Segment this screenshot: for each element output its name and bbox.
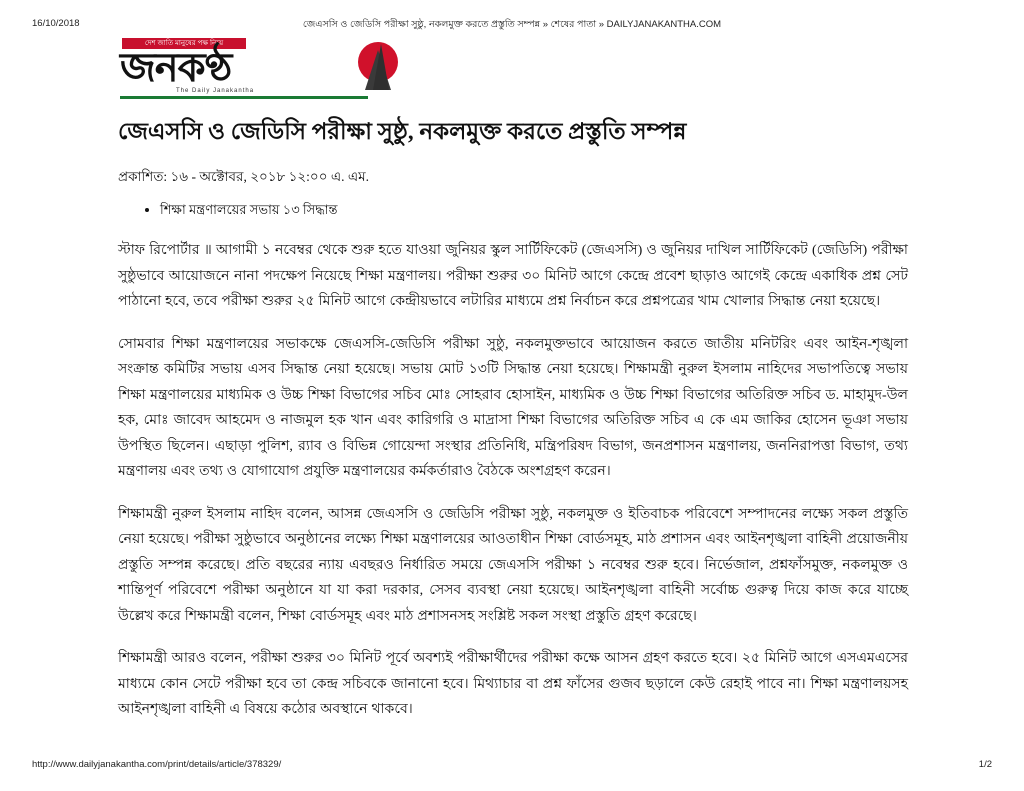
article-paragraph: সোমবার শিক্ষা মন্ত্রণালয়ের সভাকক্ষে জেএসসি-জেডিসি পরীক্ষা সুষ্ঠু, নকলমুক্তভাবে আয়োজন করতে জাতীয় মনিটরিং এবং আইন-শৃঙ্খলা সংক্রান্ত কমিটির সভায় এসব সিদ্ধান্ত নেয়া হয়েছে। সভায় মোট ১৩টি সিদ্ধান্ত নেয়া হয়েছে। শিক্ষামন্ত্রী নুরুল ইসলাম নাহিদের সভাপতিত্বে সভায় শিক্ষা মন্ত্রণালয়ের মাধ্যমিক ও উচ্চ শিক্ষা বিভাগের সচিব মোঃ সোহরাব হোসাইন, মাধ্যমিক ও উচ্চ শিক্ষা বিভাগের অতিরিক্ত সচিব ড. মাহামুদ-উল হক, মোঃ জাবেদ আহমেদ ও নাজমুল হক খান এবং কারিগরি ও মাদ্রাসা শিক্ষা বিভাগের অতিরিক্ত সচিব এ কে এম জাকির হোসেন ভূঞা সভায় উপস্থিত ছিলেন। এছাড়া পুলিশ, র‌্যাব ও বিভিন্ন গোয়েন্দা সংস্থার প্রতিনিধি, মন্ত্রিপরিষদ বিভাগ, জনপ্রশাসন মন্ত্রণালয়, জননিরাপত্তা বিভাগ, তথ্য মন্ত্রণালয় এবং তথ্য ও যোগাযোগ প্রযুক্তি মন্ত্রণালয়ের কর্মকর্তারাও বৈঠকে অংশগ্রহণ করেন। — [118, 336, 908, 479]
masthead-tagline: The Daily Janakantha — [176, 88, 255, 94]
sun-monument-logo-icon — [352, 40, 406, 92]
article-publish-date: প্রকাশিত: ১৬ - অক্টোবর, ২০১৮ ১২:০০ এ. এম. — [118, 169, 370, 184]
article-paragraph: স্টাফ রিপোর্টার ॥ আগামী ১ নবেম্বর থেকে শুরু হতে যাওয়া জুনিয়র স্কুল সার্টিফিকেট (জেএসসি) ও জুনিয়র দাখিল সার্টিফিকেট (জেডিসি) পরীক্ষা সুষ্ঠুভাবে আয়োজনে নানা পদক্ষেপ নিয়েছে শিক্ষা মন্ত্রণালয়। পরীক্ষা শুরুর ৩০ মিনিট আগে কেন্দ্রে প্রবেশ ছাড়াও আগেই কেন্দ্রে একাধিক প্রশ্ন সেট পাঠানো হবে, তবে পরীক্ষা শুরুর ২৫ মিনিট আগে কেন্দ্রীয়ভাবে লটারির মাধ্যমে প্রশ্ন নির্বাচন করে প্রশ্নপত্রের খাম খোলার সিদ্ধান্ত নেয়া হয়েছে। — [118, 243, 908, 309]
print-header — [0, 18, 1024, 34]
article-bullet-list — [118, 200, 908, 220]
article-paragraph: শিক্ষামন্ত্রী নুরুল ইসলাম নাহিদ বলেন, আসন্ন জেএসসি ও জেডিসি পরীক্ষা সুষ্ঠু, নকলমুক্ত ও ইতিবাচক পরিবেশে সম্পাদনের লক্ষ্যে সকল প্রস্তুতি নেয়া হয়েছে। পরীক্ষা সুষ্ঠুভাবে অনুষ্ঠানের লক্ষ্যে শিক্ষা মন্ত্রণালয়ের আওতাধীন শিক্ষা বোর্ডসমূহ, মাঠ প্রশাসন এবং আইনশৃঙ্খলা বাহিনী প্রয়োজনীয় প্রস্তুতি সম্পন্ন করেছে। প্রতি বছরের ন্যায় এবছরও নির্ধারিত সময়ে জেএসসি পরীক্ষা ১ নবেম্বর শুরু হবে। নির্ভেজাল, প্রশ্নফাঁসমুক্ত, নকলমুক্ত ও শান্তিপূর্ণ পরিবেশে পরীক্ষা অনুষ্ঠানে যা যা করা দরকার, সেসব ব্যবস্থা নেয়া হয়েছে। আইনশৃঙ্খলা বাহিনী সর্বোচ্চ গুরুত্ব দিয়ে কাজ করে যাচ্ছে উল্লেখ করে শিক্ষামন্ত্রী বলেন, শিক্ষা বোর্ডসমূহ এবং মাঠ প্রশাসনসহ সংশ্লিষ্ট সকল সংস্থা প্রস্তুতি গ্রহণ করেছে। — [118, 506, 908, 624]
monument-spire-icon — [373, 44, 389, 90]
masthead-nameplate: জনকণ্ঠ — [120, 45, 232, 90]
article-headline: জেএসসি ও জেডিসি পরীক্ষা সুষ্ঠু, নকলমুক্ত করতে প্রস্তুতি সম্পন্ন — [118, 119, 687, 144]
masthead — [120, 36, 420, 98]
publication-logo — [120, 36, 420, 98]
print-header-date: 16/10/2018 — [32, 18, 80, 29]
article-body — [118, 116, 908, 740]
print-footer-page-number: 1/2 — [978, 759, 992, 770]
print-footer — [0, 759, 1024, 773]
masthead-banner-text: দেশ জাতি মানুষের পক্ষ নিয়ে — [122, 38, 246, 49]
print-header-title: জেএসসি ও জেডিসি পরীক্ষা সুষ্ঠু, নকলমুক্ত করতে প্রস্তুতি সম্পন্ন » শেষের পাতা » DAILYJANAKANTHA.COM — [302, 19, 722, 30]
article-paragraph: শিক্ষামন্ত্রী আরও বলেন, পরীক্ষা শুরুর ৩০ মিনিট পূর্বে অবশ্যই পরীক্ষার্থীদের পরীক্ষা কক্ষে আসন গ্রহণ করতে হবে। ২৫ মিনিট আগে এসএমএসের মাধ্যমে কোন সেটে পরীক্ষা হবে তা কেন্দ্র সচিবকে জানানো হবে। মিথ্যাচার বা প্রশ্ন ফাঁসের গুজব ছড়ালে কেউ রেহাই পাবে না। শিক্ষা মন্ত্রণালয়সহ আইনশৃঙ্খলা বাহিনী এ বিষয়ে কঠোর অবস্থানে থাকবে। — [118, 651, 908, 717]
list-item: • শিক্ষা মন্ত্রণালয়ের সভায় ১৩ সিদ্ধান্ত — [160, 200, 908, 220]
print-footer-url: http://www.dailyjanakantha.com/print/details/article/378329/ — [32, 759, 282, 770]
masthead-divider — [120, 96, 368, 99]
